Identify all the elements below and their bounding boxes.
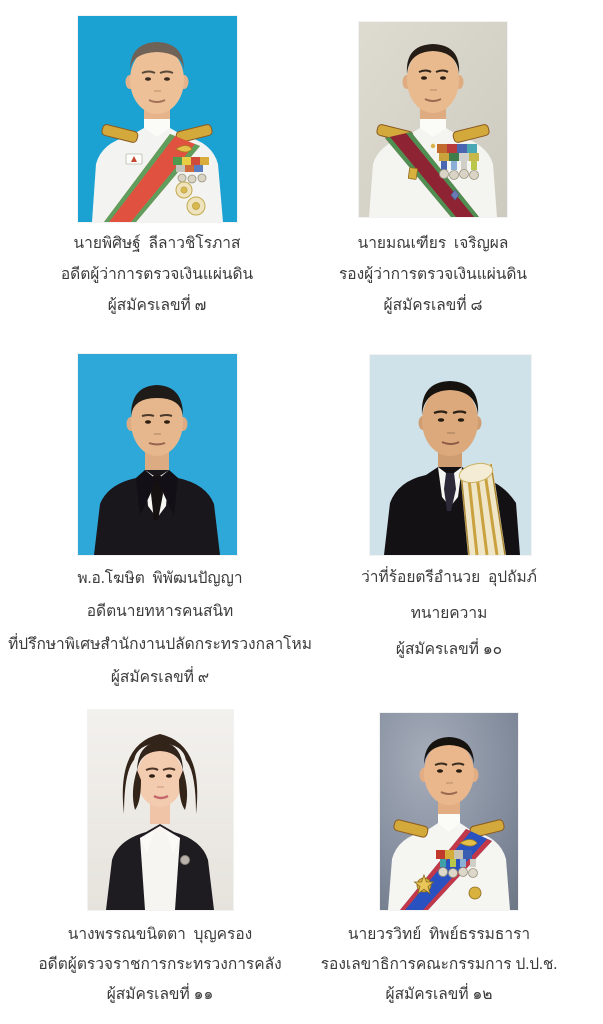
candidate-name: พ.อ.โฆษิต พิพัฒนปัญญา <box>77 570 243 587</box>
candidate-number: ผู้สมัครเลขที่ ๑๑ <box>106 986 214 1003</box>
caption-candidate-12 <box>307 920 571 1010</box>
photo-candidate-7 <box>78 16 237 222</box>
photo-candidate-8 <box>359 22 507 217</box>
candidate-name: นายวรวิทย์ ทิพย์ธรรมธารา <box>347 926 531 943</box>
caption-candidate-10 <box>317 560 581 668</box>
candidate-title: รองผู้ว่าการตรวจเงินแผ่นดิน <box>338 266 528 283</box>
photo-candidate-9 <box>78 354 237 555</box>
portrait-woman-black-blazer-icon <box>88 710 233 910</box>
portrait-uniform-blue-sash-icon <box>380 713 518 910</box>
portrait-uniform-red-sash-icon <box>78 16 237 222</box>
photo-candidate-12 <box>380 713 518 910</box>
candidate-number: ผู้สมัครเลขที่ ๑๒ <box>385 986 493 1003</box>
candidate-title: อดีตผู้ว่าการตรวจเงินแผ่นดิน <box>60 266 254 283</box>
candidate-number: ผู้สมัครเลขที่ ๑๐ <box>395 641 503 658</box>
photo-candidate-11 <box>88 710 233 910</box>
photo-candidate-10 <box>370 355 531 555</box>
candidate-number: ผู้สมัครเลขที่ ๗ <box>107 297 207 314</box>
portrait-lawyer-gown-stole-icon <box>370 355 531 555</box>
caption-candidate-11 <box>30 920 290 1010</box>
candidate-title-2: ที่ปรึกษาพิเศษสำนักงานปลัดกระทรวงกลาโหม <box>8 636 312 653</box>
caption-candidate-7 <box>27 228 287 321</box>
candidate-name: นางพรรณขนิตตา บุญครอง <box>67 926 253 943</box>
candidate-name: นายพิศิษฐ์ ลีลาวชิโรภาส <box>73 235 241 252</box>
caption-candidate-8 <box>303 228 563 321</box>
portrait-black-suit-icon <box>78 354 237 555</box>
candidate-title: อดีตนายทหารคนสนิท <box>86 603 234 620</box>
caption-candidate-9 <box>8 562 312 694</box>
candidate-name: นายมณเฑียร เจริญผล <box>357 235 509 252</box>
candidate-name: ว่าที่ร้อยตรีอำนวย อุปถัมภ์ <box>361 569 537 586</box>
candidate-title: ทนายความ <box>410 605 488 622</box>
portrait-uniform-crimson-sash-icon <box>359 22 507 217</box>
candidate-title: อดีตผู้ตรวจราชการกระทรวงการคลัง <box>38 956 282 973</box>
candidate-number: ผู้สมัครเลขที่ ๘ <box>383 297 483 314</box>
candidate-number: ผู้สมัครเลขที่ ๙ <box>110 669 210 686</box>
candidate-title: รองเลขาธิการคณะกรรมการ ป.ป.ช. <box>320 956 558 973</box>
